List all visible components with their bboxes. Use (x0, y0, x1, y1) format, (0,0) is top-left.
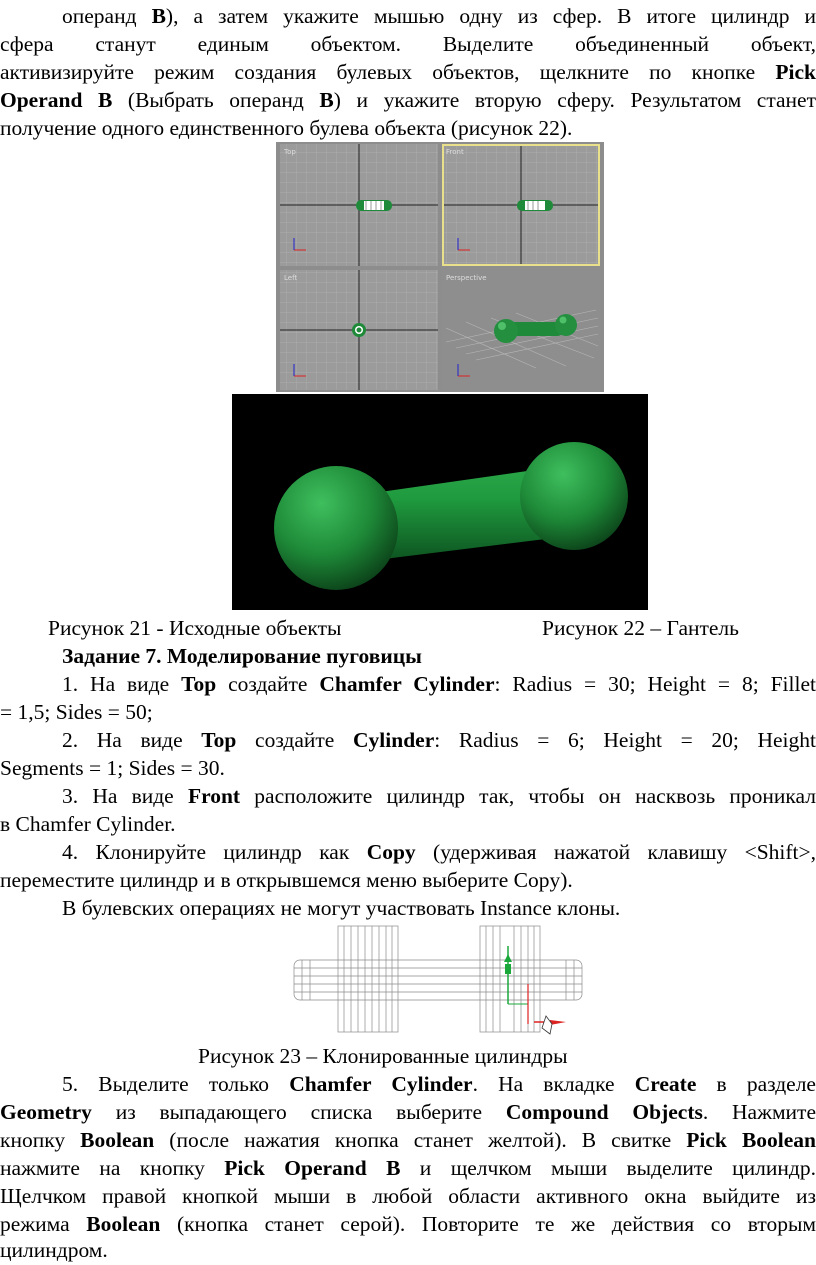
viewport-perspective-label: Perspective (446, 274, 487, 282)
step5-line5: Щелчком правой кнопкой мыши в любой области активного окна выйдите из (0, 1184, 816, 1208)
task7-step3: 3. На виде Front расположите цилиндр так, чтобы он насквозь проникал (62, 784, 816, 808)
task7-step2: 2. На виде Top создайте Cylinder: Radius = 6; Height = 20; Height (62, 728, 816, 752)
viewport-perspective (442, 270, 600, 390)
task7-step1-cont: = 1,5; Sides = 50; (0, 700, 153, 724)
para1-line1: операнд B), а затем укажите мышью одну из сфер. В итоге цилиндр и (62, 4, 816, 28)
caption-figure-22: Рисунок 22 – Гантель (542, 616, 739, 640)
para1-line5: получение одного единственного булева объекта (рисунок 22). (0, 116, 573, 140)
viewport-front-label: Front (446, 148, 464, 156)
para1-line2: сфера станут единым объектом. Выделите объединенный объект, (0, 32, 816, 56)
task7-step4: 4. Клонируйте цилиндр как Copy (удерживая нажатой клавишу <Shift>, (62, 840, 816, 864)
task7-step4-cont: переместите цилиндр и в открывшемся меню выберите Copy). (0, 868, 573, 892)
step5-line6: режима Boolean (кнопка станет серой). Повторите те же действия со вторым (0, 1212, 816, 1236)
figure-22-dumbbell (232, 394, 648, 610)
task7-note: В булевских операциях не могут участвовать Instance клоны. (62, 896, 621, 920)
viewport-front (442, 144, 600, 266)
step5-line1: 5. Выделите только Chamfer Cylinder. На вкладке Create в разделе (62, 1072, 816, 1096)
caption-figure-21: Рисунок 21 - Исходные объекты (48, 616, 342, 640)
viewport-top (280, 144, 438, 266)
para1-line3: активизируйте режим создания булевых объектов, щелкните по кнопке Pick (0, 60, 816, 84)
para1-line4: Operand B (Выбрать операнд B) и укажите вторую сферу. Результатом станет (0, 88, 816, 112)
task7-step3-cont: в Chamfer Cylinder. (0, 812, 176, 836)
task7-step2-cont: Segments = 1; Sides = 30. (0, 756, 225, 780)
step5-line3: кнопку Boolean (после нажатия кнопка станет желтой). В свитке Pick Boolean (0, 1128, 816, 1152)
step5-line4: нажмите на кнопку Pick Operand B и щелчком мыши выделите цилиндр. (0, 1156, 816, 1180)
step5-line2: Geometry из выпадающего списка выберите Compound Objects. Нажмите (0, 1100, 816, 1124)
figure-21-viewports (276, 142, 604, 392)
viewport-left-label: Left (284, 274, 298, 282)
step5-line7: цилиндром. (0, 1238, 108, 1262)
task7-title: Задание 7. Моделирование пуговицы (62, 644, 422, 668)
figure-23-cylinders (288, 924, 588, 1036)
viewport-left (280, 270, 438, 390)
caption-figure-23: Рисунок 23 – Клонированные цилиндры (198, 1044, 568, 1068)
viewport-top-label: Top (284, 148, 296, 156)
task7-step1: 1. На виде Top создайте Chamfer Cylinder: Radius = 30; Height = 8; Fillet (62, 672, 816, 696)
